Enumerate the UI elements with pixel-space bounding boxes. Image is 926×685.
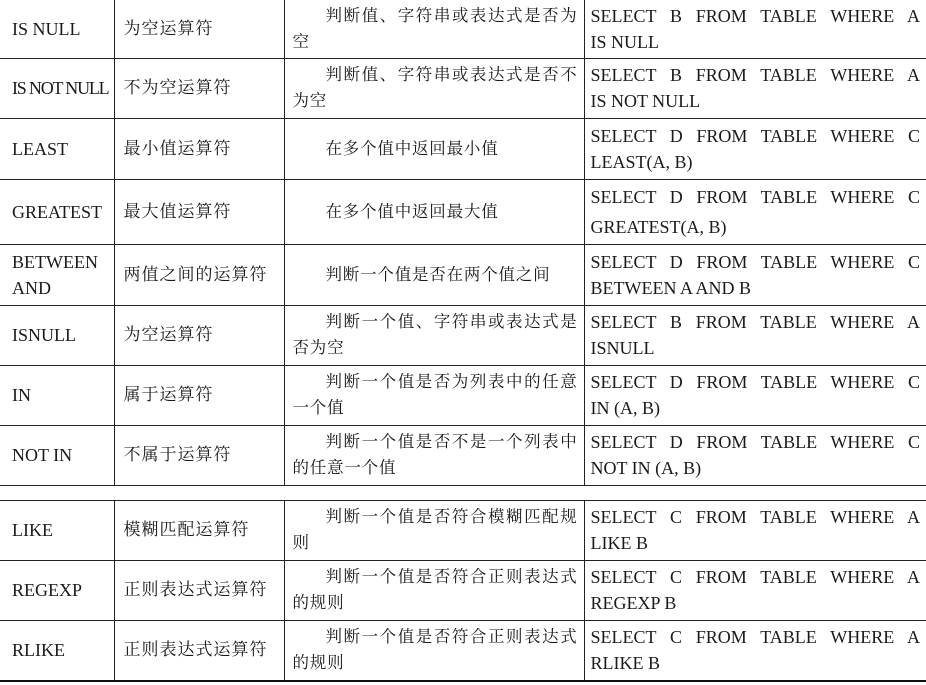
name-cell: 正则表达式运算符	[114, 560, 284, 620]
example-cell	[584, 365, 926, 425]
table-row	[0, 179, 926, 244]
example-cell	[584, 179, 926, 244]
description-cell: 判断一个值是否不是一个列表中的任意一个值	[284, 425, 584, 485]
example-cell	[584, 118, 926, 179]
example-line-2: IS NULL	[590, 31, 659, 52]
table-row	[0, 365, 926, 425]
description-cell: 在多个值中返回最大值	[284, 179, 584, 244]
example-line-2: GREATEST(A, B)	[590, 216, 727, 237]
example-cell	[584, 0, 926, 58]
table-row	[0, 620, 926, 681]
description-cell: 在多个值中返回最小值	[284, 118, 584, 179]
operator-cell: RLIKE	[0, 620, 114, 681]
section-gap	[0, 485, 926, 500]
description-cell: 判断一个值、字符串或表达式是否为空	[284, 305, 584, 365]
operator-cell: BETWEEN AND	[0, 244, 114, 305]
example-cell	[584, 425, 926, 485]
example-line-2: IS NOT NULL	[590, 91, 701, 111]
description-cell: 判断一个值是否符合正则表达式的规则	[284, 620, 584, 681]
table-row	[0, 244, 926, 305]
description-cell: 判断一个值是否符合模糊匹配规则	[284, 500, 584, 560]
example-line-1: SELECT D FROM TABLE WHERE C	[590, 372, 920, 392]
example-line-1: SELECT D FROM TABLE WHERE C	[590, 125, 920, 146]
operator-cell: IN	[0, 365, 114, 425]
description-cell: 判断一个值是否为列表中的任意一个值	[284, 365, 584, 425]
example-line-1: SELECT D FROM TABLE WHERE C	[590, 186, 920, 207]
operator-cell: REGEXP	[0, 560, 114, 620]
name-cell: 最小值运算符	[114, 118, 284, 179]
operator-cell: GREATEST	[0, 179, 114, 244]
example-line-2: LIKE B	[590, 533, 648, 553]
operator-cell: IS NULL	[0, 0, 114, 58]
name-cell: 模糊匹配运算符	[114, 500, 284, 560]
example-line-2: BETWEEN A AND B	[590, 277, 751, 298]
operator-cell: LIKE	[0, 500, 114, 560]
name-cell: 属于运算符	[114, 365, 284, 425]
example-cell	[584, 620, 926, 681]
example-cell	[584, 305, 926, 365]
operator-cell: ISNULL	[0, 305, 114, 365]
operator-cell: LEAST	[0, 118, 114, 179]
example-line-2: REGEXP B	[590, 593, 677, 613]
description-cell: 判断一个值是否在两个值之间	[284, 244, 584, 305]
description-cell: 判断值、字符串或表达式是否为空	[284, 0, 584, 58]
example-line-1: SELECT C FROM TABLE WHERE A	[590, 507, 920, 527]
operator-cell: IS NOT NULL	[0, 58, 114, 118]
name-cell: 正则表达式运算符	[114, 620, 284, 681]
name-cell: 为空运算符	[114, 305, 284, 365]
example-line-1: SELECT C FROM TABLE WHERE A	[590, 627, 920, 648]
example-cell	[584, 58, 926, 118]
example-line-2: NOT IN (A, B)	[590, 458, 702, 478]
example-cell	[584, 500, 926, 560]
description-cell: 判断一个值是否符合正则表达式的规则	[284, 560, 584, 620]
table-row	[0, 118, 926, 179]
name-cell: 为空运算符	[114, 0, 284, 58]
name-cell: 最大值运算符	[114, 179, 284, 244]
example-line-1: SELECT B FROM TABLE WHERE A	[590, 65, 920, 85]
table-row	[0, 500, 926, 560]
table-row	[0, 58, 926, 118]
name-cell: 不属于运算符	[114, 425, 284, 485]
example-cell	[584, 244, 926, 305]
example-line-1: SELECT B FROM TABLE WHERE A	[590, 5, 920, 26]
example-line-1: SELECT C FROM TABLE WHERE A	[590, 567, 920, 587]
table-row	[0, 305, 926, 365]
table-row	[0, 560, 926, 620]
name-cell: 不为空运算符	[114, 58, 284, 118]
example-line-2: ISNULL	[590, 338, 655, 358]
example-cell	[584, 560, 926, 620]
example-line-1: SELECT B FROM TABLE WHERE A	[590, 312, 920, 332]
operator-cell: NOT IN	[0, 425, 114, 485]
description-cell: 判断值、字符串或表达式是否不为空	[284, 58, 584, 118]
table-row	[0, 0, 926, 58]
example-line-2: IN (A, B)	[590, 398, 660, 418]
table-row	[0, 425, 926, 485]
name-cell: 两值之间的运算符	[114, 244, 284, 305]
example-line-1: SELECT D FROM TABLE WHERE C	[590, 432, 920, 452]
example-line-2: RLIKE B	[590, 653, 660, 674]
example-line-1: SELECT D FROM TABLE WHERE C	[590, 251, 920, 272]
example-line-2: LEAST(A, B)	[590, 151, 693, 172]
